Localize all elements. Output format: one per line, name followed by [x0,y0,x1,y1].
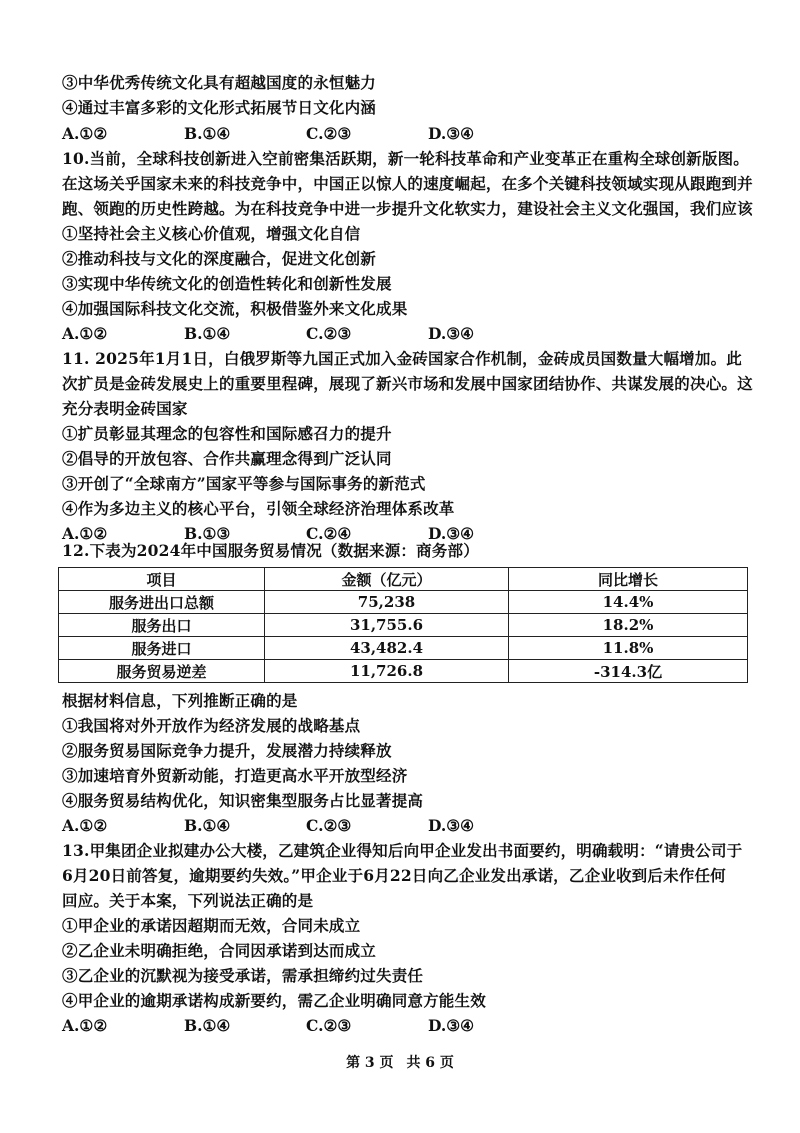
q13-stem-line-1: 13.甲集团企业拟建办公大楼，乙建筑企业得知后向甲企业发出书面要约，明确载明：“请贵公司于 [62,841,743,860]
table-row [59,637,748,660]
page-number: 第 3 页 [346,1055,394,1071]
q11-option-a: A.①② [62,524,108,543]
q13-option-d: D.③④ [428,1016,475,1035]
table-cell: 服务贸易逆差 [59,660,265,683]
q12-statement-1: ①我国将对外开放作为经济发展的战略基点 [62,716,361,735]
q11-option-c: C.②④ [306,524,352,543]
table-cell: 服务进口 [59,637,265,660]
q9-option-b: B.①④ [184,124,231,143]
q12-option-c: C.②③ [306,816,352,835]
q12-prompt: 根据材料信息，下列推断正确的是 [62,691,298,710]
table-header-amount: 金额（亿元） [265,568,509,591]
q12-stem: 12.下表为2024年中国服务贸易情况（数据来源：商务部） [62,541,479,560]
table-cell: 服务出口 [59,614,265,637]
q10-stem-line-3: 跑、领跑的历史性跨越。为在科技竞争中进一步提升文化软实力，建设社会主义文化强国，我们应该 [62,199,753,218]
q9-option-a: A.①② [62,124,108,143]
table-row [59,614,748,637]
q13-statement-3: ③乙企业的沉默视为接受承诺，需承担缔约过失责任 [62,966,424,985]
table-cell: -314.3亿 [509,660,748,683]
q10-option-b: B.①④ [184,324,231,343]
q13-statement-2: ②乙企业未明确拒绝，合同因承诺到达而成立 [62,941,377,960]
page-footer [0,1052,800,1072]
table-cell: 43,482.4 [265,637,509,660]
q10-statement-2: ②推动科技与文化的深度融合，促进文化创新 [62,249,377,268]
q12-statement-2: ②服务贸易国际竞争力提升，发展潜力持续释放 [62,741,392,760]
q11-stem-line-2: 次扩员是金砖发展史上的重要里程碑，展现了新兴市场和发展中国家团结协作、共谋发展的决心。这 [62,374,753,393]
q13-options [62,1015,752,1037]
q13-stem-line-3: 回应。关于本案，下列说法正确的是 [62,891,314,910]
q11-stem-line-3: 充分表明金砖国家 [62,399,188,418]
table-row [59,591,748,614]
table-cell: 75,238 [265,591,509,614]
q11-statement-1: ①扩员彰显其理念的包容性和国际感召力的提升 [62,424,392,443]
q10-option-c: C.②③ [306,324,352,343]
q12-option-a: A.①② [62,816,108,835]
q11-statement-3: ③开创了“全球南方”国家平等参与国际事务的新范式 [62,474,426,493]
q13-stem-line-2: 6月20日前答复，逾期要约失效。”甲企业于6月22日向乙企业发出承诺，乙企业收到后未作任何 [62,866,726,885]
table-cell: 11.8% [509,637,748,660]
q10-option-a: A.①② [62,324,108,343]
q10-stem-line-2: 在这场关乎国家未来的科技竞争中，中国正以惊人的速度崛起，在多个关键科技领域实现从跟跑到并 [62,174,753,193]
q13-statement-4: ④甲企业的逾期承诺构成新要约，需乙企业明确同意方能生效 [62,991,486,1010]
q10-option-d: D.③④ [428,324,475,343]
table-row [59,660,748,683]
table-cell: 11,726.8 [265,660,509,683]
q13-option-b: B.①④ [184,1016,231,1035]
q9-options [62,123,752,145]
q9-option-d: D.③④ [428,124,475,143]
q11-statement-4: ④作为多边主义的核心平台，引领全球经济治理体系改革 [62,499,455,518]
q12-statement-4: ④服务贸易结构优化，知识密集型服务占比显著提高 [62,791,424,810]
q13-option-c: C.②③ [306,1016,352,1035]
q10-options [62,323,752,345]
table-cell: 31,755.6 [265,614,509,637]
table-header-growth: 同比增长 [509,568,748,591]
q11-option-d: D.③④ [428,524,475,543]
q9-option-c: C.②③ [306,124,352,143]
q11-statement-2: ②倡导的开放包容、合作共赢理念得到广泛认同 [62,449,392,468]
q13-option-a: A.①② [62,1016,108,1035]
service-trade-table [58,567,748,683]
table-cell: 服务进出口总额 [59,591,265,614]
q11-option-b: B.①③ [184,524,231,543]
q9-statement-4: ④通过丰富多彩的文化形式拓展节日文化内涵 [62,98,377,117]
q10-statement-4: ④加强国际科技文化交流，积极借鉴外来文化成果 [62,299,408,318]
page-total: 共 6 页 [406,1055,454,1071]
table-header-item: 项目 [59,568,265,591]
q10-statement-3: ③实现中华传统文化的创造性转化和创新性发展 [62,274,392,293]
q9-statement-3: ③中华优秀传统文化具有超越国度的永恒魅力 [62,73,377,92]
table-cell: 14.4% [509,591,748,614]
q11-stem-line-1: 11. 2025年1月1日，白俄罗斯等九国正式加入金砖国家合作机制，金砖成员国数量大幅增加。此 [62,349,742,368]
q12-option-b: B.①④ [184,816,231,835]
table-header-row [59,568,748,591]
q12-statement-3: ③加速培育外贸新动能，打造更高水平开放型经济 [62,766,408,785]
q12-options [62,815,752,837]
q10-stem-line-1: 10.当前，全球科技创新进入空前密集活跃期，新一轮科技革命和产业变革正在重构全球创新版图。 [62,149,749,168]
q10-statement-1: ①坚持社会主义核心价值观，增强文化自信 [62,224,361,243]
q12-option-d: D.③④ [428,816,475,835]
table-cell: 18.2% [509,614,748,637]
q13-statement-1: ①甲企业的承诺因超期而无效，合同未成立 [62,916,361,935]
